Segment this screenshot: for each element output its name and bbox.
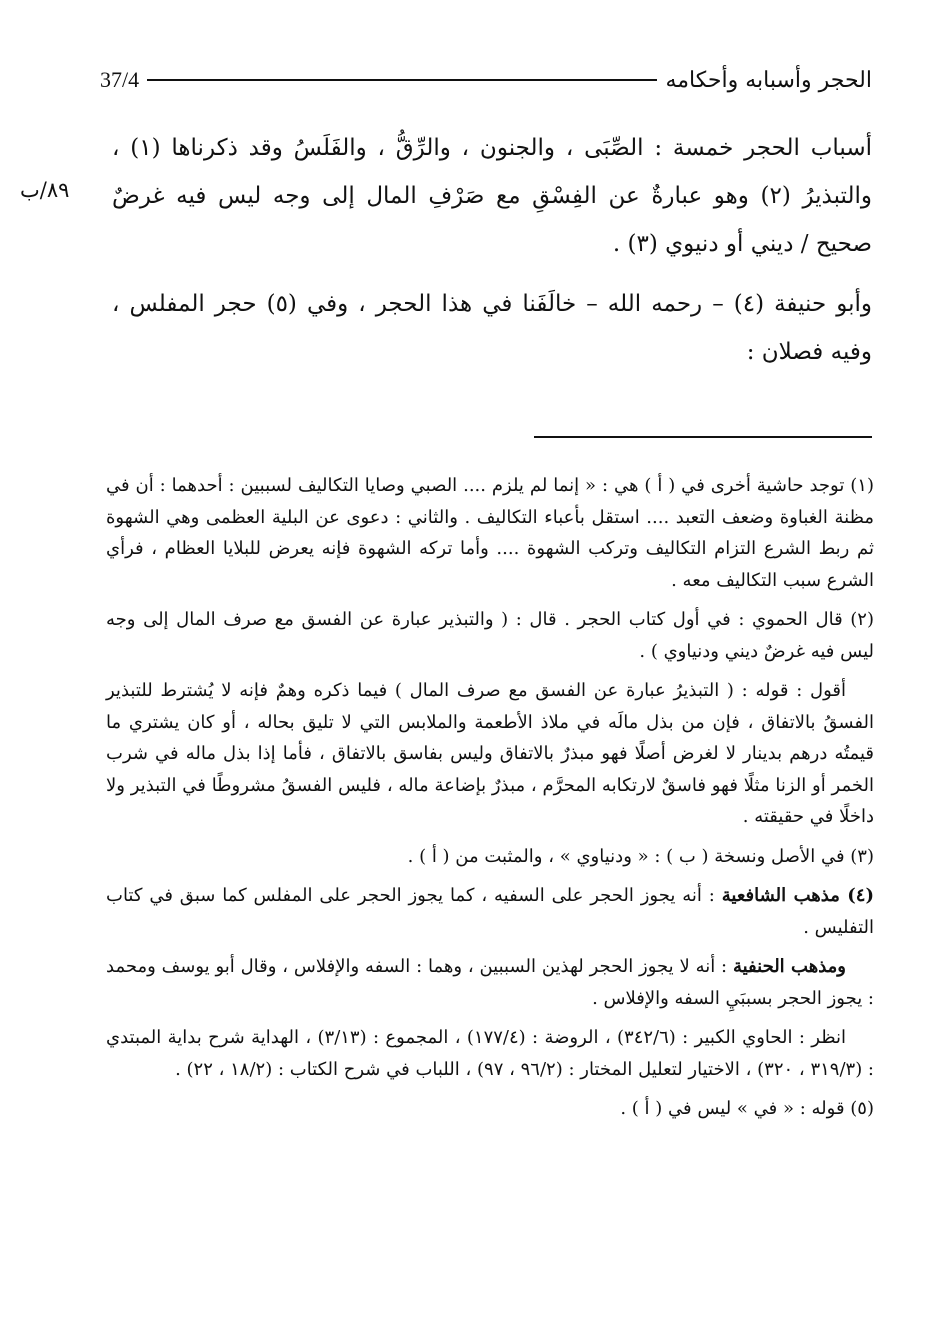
footnote-3: (٣) في الأصل ونسخة ( ب ) : « ودنياوي » ، والمثبت من ( أ ) . xyxy=(407,845,874,867)
footnote-separator xyxy=(534,436,872,438)
main-paragraph-2: وأبو حنيفة (٤) – رحمه الله – خالَفَنا في هذا الحجر ، وفي (٥) حجر المفلس ، وفيه فصلان : xyxy=(112,291,872,365)
footnote-4-references: انظر : الحاوي الكبير : (٣٤٢/٦) ، الروضة : (١٧٧/٤) ، المجموع : (٣/١٣) ، الهداية شرح بداية المبتدي : (٣١٩/٣ ، ٣٢٠) ، الاختيار لتعليل المختار : (٩٦/٢ ، ٩٧) ، اللباب في شرح الكتاب : (١٨/٢ ، ٢٢) . xyxy=(106,1027,874,1080)
footnote-5: (٥) قوله : « في » ليس في ( أ ) . xyxy=(620,1098,874,1119)
header-rule xyxy=(147,79,657,81)
footnote-4-hanafi-label: ومذهب الحنفية xyxy=(732,956,846,977)
footnotes xyxy=(106,470,874,1133)
footnote-2: (٢) قال الحموي : في أول كتاب الحجر . قال : ( والتبذير عبارة عن الفسق مع صرف المال إلى وجه ليس فيه غرضٌ ديني ودنياوي ) . xyxy=(106,609,874,662)
footnote-4-text: : أنه يجوز الحجر على السفيه ، كما يجوز الحجر على المفلس كما سبق في كتاب التفليس . xyxy=(106,885,874,938)
running-header xyxy=(100,62,872,98)
main-text xyxy=(112,124,872,376)
footnote-2-continuation: أقول : قوله : ( التبذيرُ عبارة عن الفسق مع صرف المال ) فيما ذكره وهمٌ فإنه لا يُشترط للتبذير الفسقُ بالاتفاق ، فإن من بذل مالَه في ملاذ الأطعمة والملابس التي لا تليق بحاله ، أو كان يشتري ما قيمتُه درهم بدينار لا لغرض أصلًا فهو مبذرٌ بالاتفاق وليس بفاسق بالاتفاق ، فأما إذا بذل ماله في شرب الخمر أو الزنا مثلًا فهو فاسقٌ لارتكابه المحرَّم ، مبذرٌ بإضاعة ماله ، فليس الفسقُ مشروطًا في التبذير ولا داخلًا في حقيقته . xyxy=(106,680,874,827)
header-title: الحجر وأسبابه وأحكامه xyxy=(665,67,872,93)
footnote-4 xyxy=(106,880,874,943)
footnote-4-hanafi-text: : أنه لا يجوز الحجر لهذين السببين ، وهما : السفه والإفلاس ، وقال أبو يوسف ومحمد : يجوز الحجر بسببَيِ السفه والإفلاس . xyxy=(106,956,874,1009)
page-number: 37/4 xyxy=(100,67,140,92)
main-paragraph-1: أسباب الحجر خمسة : الصِّبَى ، والجنون ، والرِّقُّ ، والفَلَسُ وقد ذكرناها (١) ، والتبذيرُ (٢) وهو عبارةٌ عن الفِسْقِ مع صَرْفِ المال إلى وجه ليس فيه غرضٌ صحيح / ديني أو دنيوي (٣) . xyxy=(112,135,872,257)
footnote-4-hanafi xyxy=(106,951,874,1014)
footnote-4-label: (٤) مذهب الشافعية xyxy=(721,885,874,906)
footnote-1: (١) توجد حاشية أخرى في ( أ ) هي : « إنما لم يلزم .... الصبي وصايا التكاليف لسببين : أحدهما : أن في مظنة الغباوة وضعف التعبد .... استقل بأعباء التكاليف . والثاني : دعوى عن البلية العظمى وهي الشهوة ثم ربط الشرع التزام التكاليف وتركب الشهوة .... وأما تركه الشهوة فإنه يعرض للبلايا العظام ، فرأي الشرع سبب التكاليف معه . xyxy=(106,475,874,591)
margin-folio-note: ٨٩/ب xyxy=(20,178,70,202)
